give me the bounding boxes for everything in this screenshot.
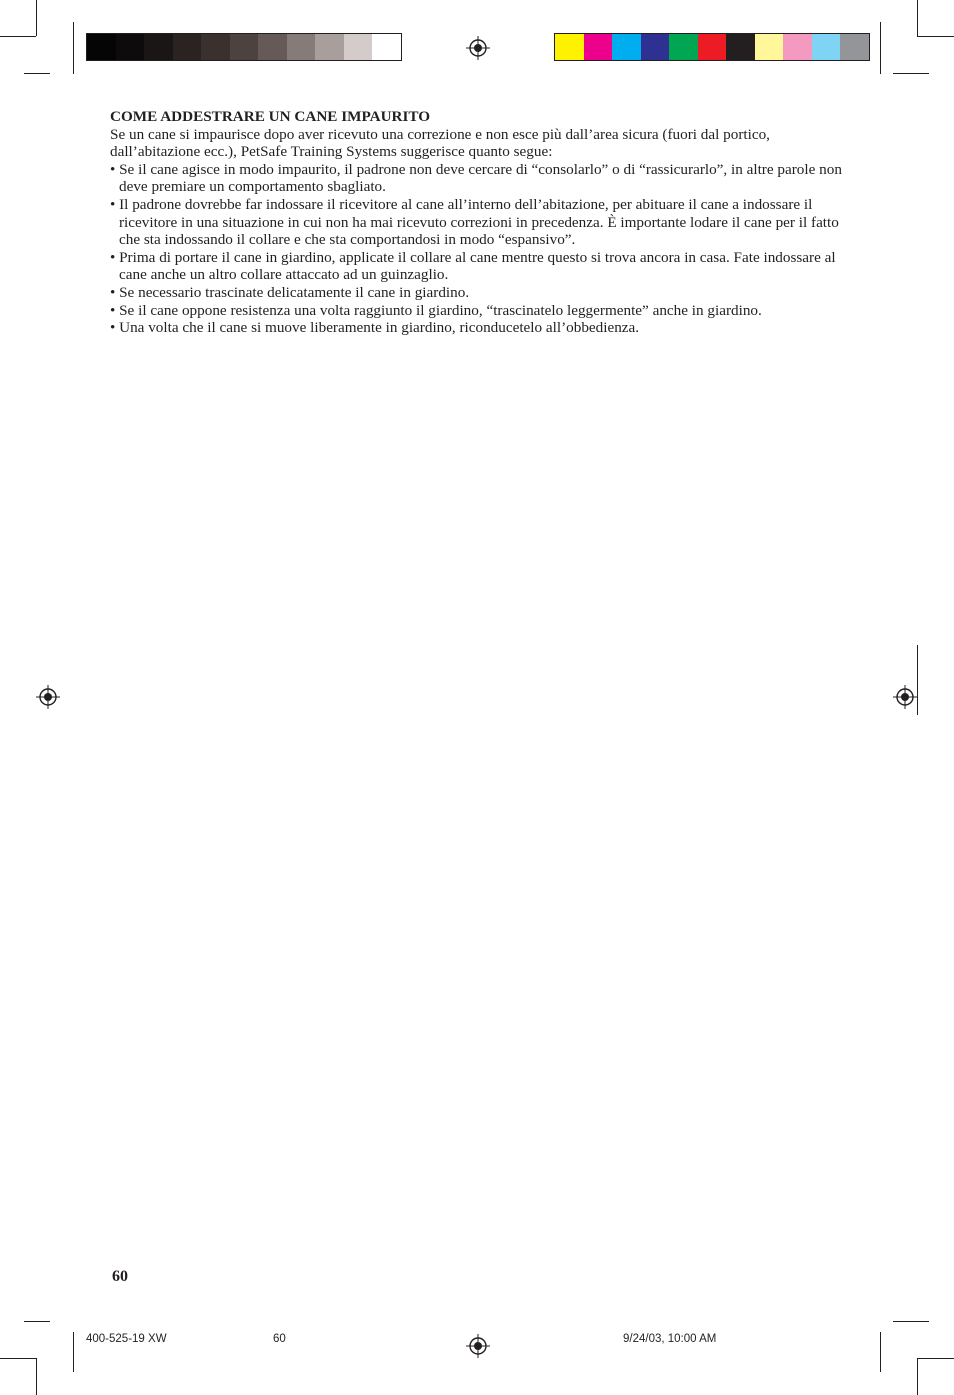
crop-mark-icon	[917, 36, 954, 37]
registration-mark-icon	[36, 685, 60, 709]
color-swatch	[584, 34, 613, 60]
color-swatch	[840, 34, 869, 60]
slug-timestamp: 9/24/03, 10:00 AM	[623, 1333, 717, 1345]
list-item: • Una volta che il cane si muove liberamente in giardino, riconducetelo all’obbedienza.	[110, 319, 640, 337]
color-swatch	[344, 34, 373, 60]
crop-mark-icon	[880, 22, 881, 74]
list-item: • Se il cane oppone resistenza una volta raggiunto il giardino, “trascinatelo leggermente” anche in giardino.	[110, 301, 762, 319]
color-swatch	[812, 34, 841, 60]
color-swatch	[315, 34, 344, 60]
registration-mark-icon	[466, 1334, 490, 1358]
crop-mark-icon	[893, 1321, 929, 1322]
crop-mark-icon	[917, 1358, 918, 1395]
color-swatch	[669, 34, 698, 60]
crop-mark-icon	[893, 73, 929, 74]
article-heading: COME ADDESTRARE UN CANE IMPAURITO	[110, 108, 431, 125]
color-swatch	[144, 34, 173, 60]
list-item: • Se necessario trascinate delicatamente il cane in giardino.	[110, 283, 470, 301]
color-swatch	[87, 34, 116, 60]
process-color-bar	[554, 33, 870, 61]
crop-mark-icon	[917, 1358, 954, 1359]
list-item: • Se il cane agisce in modo impaurito, il padrone non deve cercare di “consolarlo” o di “rassicurarlo”, in altre parole non deve premiare un comportamento sbagliato.	[110, 160, 842, 196]
color-swatch	[173, 34, 202, 60]
crop-mark-icon	[36, 0, 37, 36]
crop-mark-icon	[917, 645, 918, 715]
registration-mark-icon	[893, 685, 917, 709]
color-swatch	[555, 34, 584, 60]
crop-mark-icon	[0, 36, 36, 37]
color-swatch	[783, 34, 812, 60]
crop-mark-icon	[0, 1358, 36, 1359]
color-swatch	[612, 34, 641, 60]
color-swatch	[116, 34, 145, 60]
crop-mark-icon	[36, 1358, 37, 1395]
grayscale-color-bar	[86, 33, 402, 61]
color-swatch	[755, 34, 784, 60]
crop-mark-icon	[24, 1321, 50, 1322]
color-swatch	[641, 34, 670, 60]
crop-mark-icon	[917, 0, 918, 36]
article-body	[110, 108, 845, 337]
list-item: • Il padrone dovrebbe far indossare il ricevitore al cane all’interno dell’abitazione, per abituare il cane a indossare il ricevitore in una situazione in cui non ha mai ricevuto correzioni in precedenza. È importante lodare il cane per il fatto che sta indossando il collare e che sta comportandosi in modo “espansivo”.	[110, 195, 839, 249]
crop-mark-icon	[73, 22, 74, 74]
color-swatch	[726, 34, 755, 60]
color-swatch	[201, 34, 230, 60]
intro-paragraph: Se un cane si impaurisce dopo aver ricevuto una correzione e non esce più dall’area sicura (fuori dal portico, dall’abitazione ecc.), PetSafe Training Systems suggerisce quanto segue:	[110, 125, 770, 161]
color-swatch	[698, 34, 727, 60]
slug-job-id: 400-525-19 XW	[86, 1333, 167, 1345]
crop-mark-icon	[24, 73, 50, 74]
page-number: 60	[112, 1268, 128, 1285]
crop-mark-icon	[73, 1332, 74, 1372]
list-item: • Prima di portare il cane in giardino, applicate il collare al cane mentre questo si trova ancora in casa. Fate indossare al cane anche un altro collare attaccato ad un guinzaglio.	[110, 248, 836, 284]
slug-page-number: 60	[273, 1333, 286, 1345]
color-swatch	[372, 34, 401, 60]
color-swatch	[230, 34, 259, 60]
crop-mark-icon	[880, 1332, 881, 1372]
color-swatch	[287, 34, 316, 60]
registration-mark-icon	[466, 36, 490, 60]
color-swatch	[258, 34, 287, 60]
